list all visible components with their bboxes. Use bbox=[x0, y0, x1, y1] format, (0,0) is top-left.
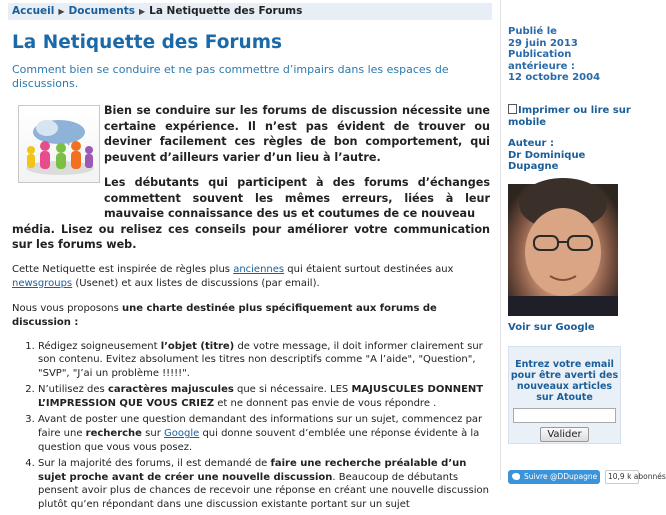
text-span: N’utilisez des bbox=[38, 384, 108, 396]
sidebar bbox=[500, 0, 666, 481]
print-link-label: Imprimer ou lire sur mobile bbox=[508, 105, 631, 128]
chevron-right-icon: ▶ bbox=[138, 7, 146, 16]
newsletter-box bbox=[508, 346, 621, 444]
text-bold: caractères majuscules bbox=[107, 384, 234, 396]
author-name[interactable]: Dr Dominique bbox=[508, 149, 586, 161]
article-intro bbox=[12, 103, 490, 253]
list-item bbox=[38, 340, 490, 381]
published-label: Publié le bbox=[508, 26, 557, 37]
page-title: La Netiquette des Forums bbox=[12, 32, 282, 53]
list-item bbox=[38, 383, 490, 410]
video-link[interactable]: Voir sur Google bbox=[508, 322, 595, 333]
earlier-label-2: antérieure : bbox=[508, 60, 575, 72]
author-photo[interactable] bbox=[508, 184, 618, 316]
list-item bbox=[38, 457, 490, 511]
lead-paragraph-2-end: média. Lisez ou relisez ces conseils pour améliorer votre communication sur les forums web. bbox=[12, 222, 490, 251]
author-info bbox=[508, 138, 585, 173]
text-bold: faire une recherche préalable d’un sujet proche avant de créer une nouvelle discussion bbox=[38, 458, 467, 483]
text-span: Avant de poster une question demandant des informations sur un sujet, commencez par faire une bbox=[38, 414, 483, 440]
breadcrumb-documents-link[interactable]: Documents bbox=[68, 5, 135, 17]
people-icon bbox=[19, 106, 101, 184]
text-span: sur bbox=[141, 428, 164, 440]
article-body bbox=[12, 263, 490, 330]
print-link[interactable] bbox=[508, 104, 640, 128]
article-content bbox=[12, 30, 490, 515]
text-bold: l’objet (titre) bbox=[160, 340, 235, 352]
author-name-2[interactable]: Dupagne bbox=[508, 161, 559, 172]
earlier-label: Publication bbox=[508, 49, 572, 60]
newsgroups-link[interactable]: newsgroups bbox=[12, 277, 73, 289]
twitter-follow-label: Suivre @DDupagne bbox=[524, 472, 598, 481]
text-span: Sur la majorité des forums, il est demandé de bbox=[38, 458, 271, 470]
breadcrumb bbox=[8, 3, 492, 20]
text-span: qui étaient surtout destinées aux bbox=[284, 263, 454, 275]
twitter-follow-button[interactable] bbox=[508, 470, 600, 484]
printer-icon bbox=[508, 104, 517, 114]
breadcrumb-current: La Netiquette des Forums bbox=[149, 5, 303, 17]
body-paragraph-2 bbox=[12, 302, 490, 330]
text-span: Nous vous proposons bbox=[12, 302, 122, 314]
forum-people-illustration bbox=[18, 105, 100, 183]
charter-emphasis: une charte destinée plus spécifiquement aux forums de discussion : bbox=[12, 302, 437, 328]
twitter-follower-count: 10,9 k abonnés bbox=[605, 470, 639, 484]
text-span: . Beaucoup de débutants pensent avoir plus de chances de recevoir une réponse en créant une nouvelle discussion plutôt qu’en répondant dans une discussion existante portant sur un sujet bbox=[38, 471, 489, 511]
body-paragraph-1 bbox=[12, 263, 490, 291]
list-item bbox=[38, 413, 490, 454]
netiquette-rules-list bbox=[12, 340, 490, 512]
email-field[interactable] bbox=[513, 408, 616, 423]
lead-paragraph-2-start: Les débutants qui participent à des forums d’échanges commettent souvent les mêmes erreurs, liées à leur mauvaise connaissance des us et coutumes de ce nouveau bbox=[104, 176, 490, 220]
anciennes-link[interactable]: anciennes bbox=[233, 263, 285, 275]
lead-paragraph-1: Bien se conduire sur les forums de discussion nécessite une certaine expérience. Il n’est pas évident de trouver ou deviner facilement ces règles de bon comportement, qui peuvent d’ailleurs varier d’un lieu à l’autre. bbox=[104, 104, 490, 164]
portrait-icon bbox=[508, 184, 618, 316]
published-date: 29 juin 2013 bbox=[508, 37, 578, 49]
author-label: Auteur : bbox=[508, 138, 554, 149]
text-span: (Usenet) et aux listes de discussions (par email). bbox=[72, 277, 320, 289]
text-span: que si nécessaire. LES bbox=[233, 384, 352, 396]
google-link[interactable]: Google bbox=[164, 428, 200, 440]
breadcrumb-home-link[interactable]: Accueil bbox=[12, 5, 55, 17]
validate-button[interactable]: Valider bbox=[540, 427, 588, 442]
publication-dates bbox=[508, 26, 600, 84]
newsletter-text: Entrez votre email pour être averti des nouveaux articles sur Atoute bbox=[510, 359, 619, 403]
twitter-bird-icon bbox=[512, 473, 520, 480]
text-span: et ne donnent pas envie de vous répondre . bbox=[214, 397, 437, 409]
article-subtitle: Comment bien se conduire et ne pas commettre d’impairs dans les espaces de discussions. bbox=[12, 63, 449, 90]
text-bold: MAJUSCULES DONNENT L’IMPRESSION QUE VOUS CRIEZ bbox=[38, 384, 484, 409]
text-span: Rédigez soigneusement bbox=[38, 340, 161, 352]
text-span: Cette Netiquette est inspirée de règles plus bbox=[12, 263, 234, 275]
text-span: de votre message, il doit informer clairement sur son contenu. Evitez absolument les titres non descriptifs comme "A l’aide", "Question", "SVP", "J’ai un problème !!!!!". bbox=[38, 340, 483, 379]
text-bold: recherche bbox=[85, 428, 142, 440]
lead-paragraph-2 bbox=[12, 175, 490, 253]
earlier-date: 12 octobre 2004 bbox=[508, 72, 601, 83]
chevron-right-icon: ▶ bbox=[58, 7, 65, 16]
text-span: qui donne souvent d’emblée une réponse évidente à la question que vous vous posez. bbox=[38, 428, 480, 453]
